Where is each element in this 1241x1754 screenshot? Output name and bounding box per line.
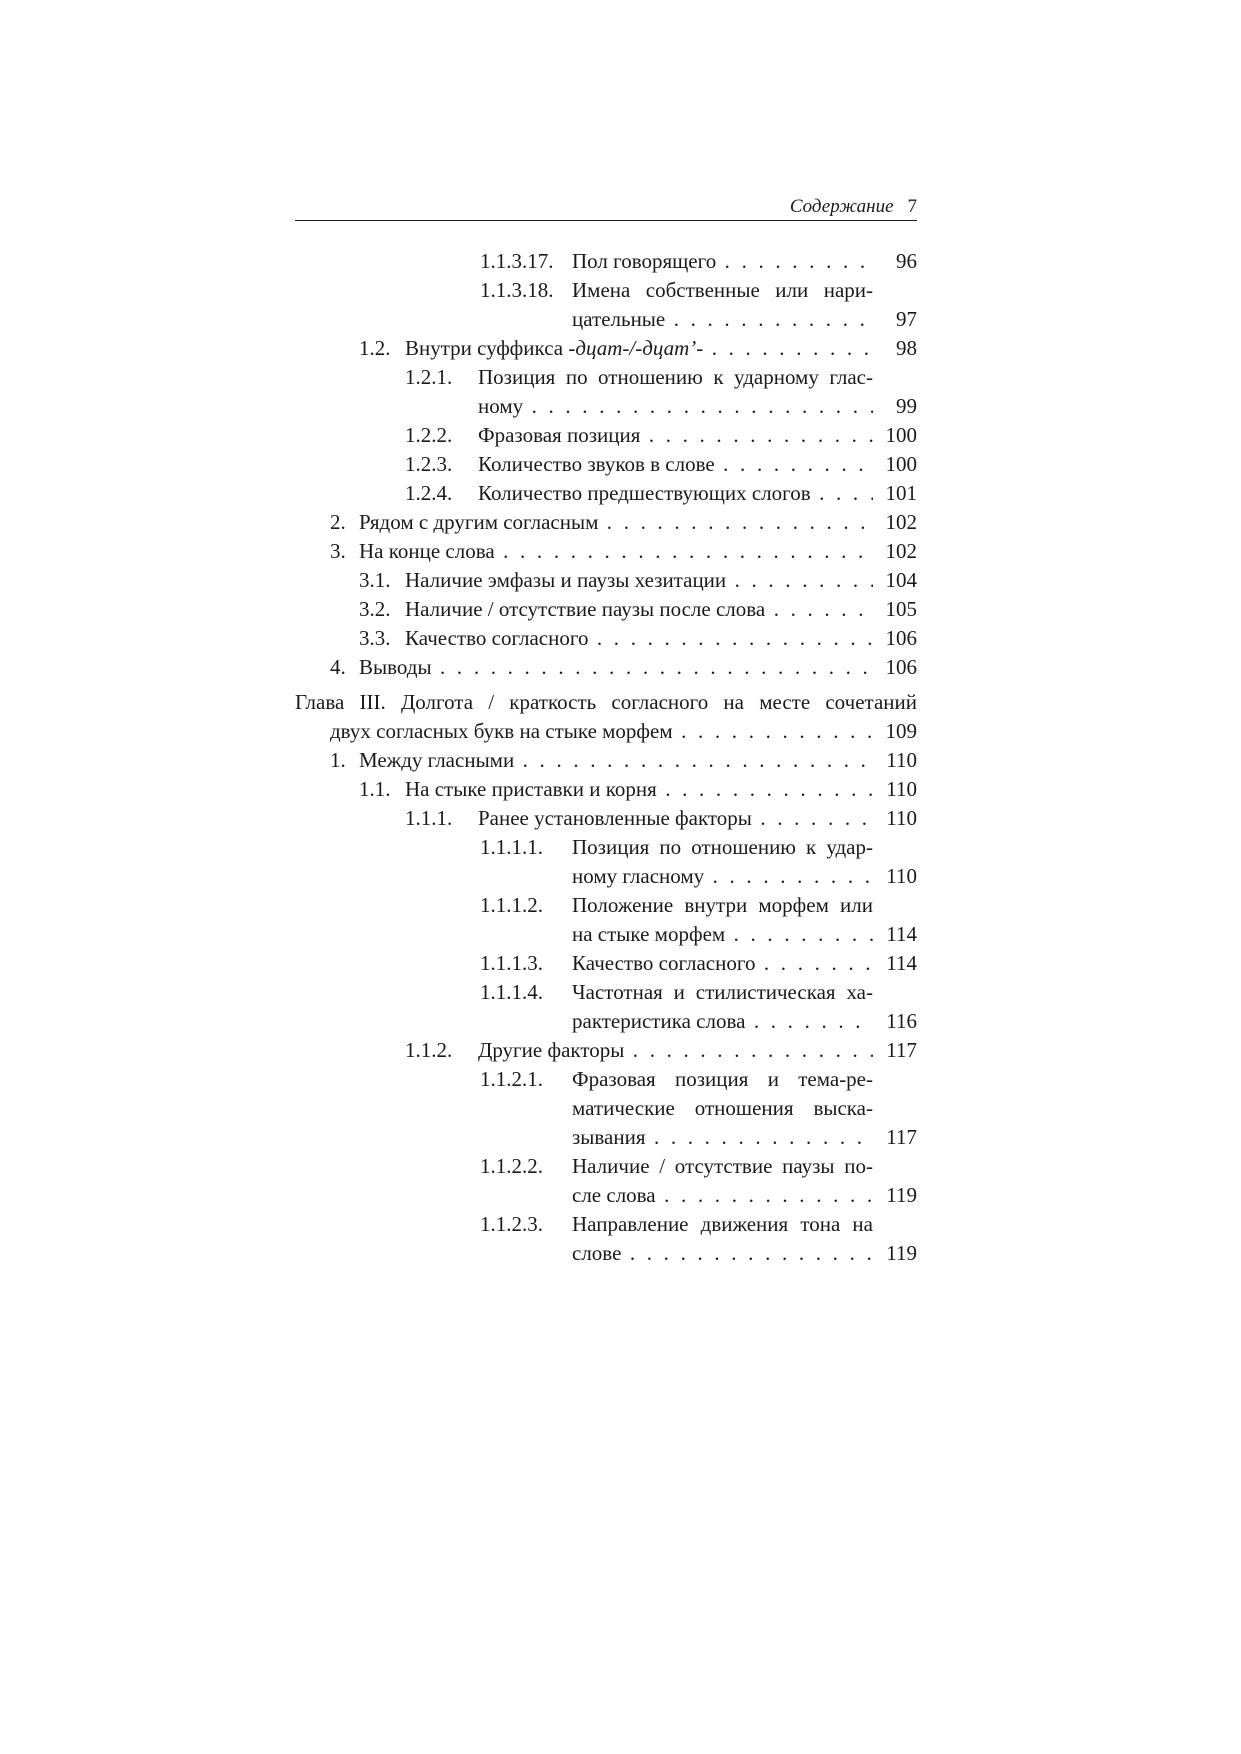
toc-entry-number: 1.1.2.1. xyxy=(480,1067,543,1091)
toc-entry-title: Частотная и стилистическая ха- xyxy=(572,980,873,1004)
toc-entry-number: 3. xyxy=(330,539,346,563)
running-head-title: Содержание xyxy=(789,196,894,217)
toc-entry-title: Рядом с другим согласным . . . xyxy=(359,508,873,537)
toc-entry[interactable] xyxy=(295,949,917,978)
toc-entry-number: 1.2. xyxy=(359,336,391,360)
toc-entry-number: 4. xyxy=(330,655,346,679)
toc-entry[interactable] xyxy=(295,1210,917,1268)
running-head-page-number: 7 xyxy=(907,196,917,217)
toc-entry[interactable] xyxy=(295,450,917,479)
toc-entry-number: 1.2.1. xyxy=(405,365,453,389)
toc-entry-page: 105 xyxy=(875,595,917,624)
toc-entry[interactable] xyxy=(295,479,917,508)
toc-entry[interactable] xyxy=(295,276,917,334)
toc-entry-title: Внутри суффикса -дцат-/-дцат’- . . . xyxy=(405,334,873,363)
toc-entry-number: 1.1.1.1. xyxy=(480,835,543,859)
toc-entry-title: На стыке приставки и корня . . . xyxy=(405,775,873,804)
toc-entry-title: Количество звуков в слове . . . xyxy=(478,450,873,479)
toc-entry-title: Качество согласного . . . xyxy=(572,949,873,978)
toc-entry-title: Фразовая позиция . . . xyxy=(478,421,873,450)
toc-entry[interactable] xyxy=(295,1152,917,1210)
toc-entry-title: Имена собственные или нари- xyxy=(572,278,873,302)
toc-entry[interactable] xyxy=(295,537,917,566)
toc-entry-page: 106 xyxy=(875,624,917,653)
toc-entry[interactable] xyxy=(295,775,917,804)
toc-entry[interactable] xyxy=(295,363,917,421)
toc-entry-title: Наличие эмфазы и паузы хезитации . . . xyxy=(405,566,873,595)
toc-entry-title-cont: слове . . . xyxy=(572,1239,873,1268)
toc-entry-number: 1.1.1.4. xyxy=(480,980,543,1004)
toc-chapter-title-cont: двух согласных букв на стыке морфем . . . xyxy=(295,717,873,746)
toc-entry-title-cont: матические отношения выска- xyxy=(572,1096,873,1120)
toc-entry[interactable] xyxy=(295,833,917,891)
toc-entry-number: 1.1.1.2. xyxy=(480,893,543,917)
toc-entry-number: 1.2.3. xyxy=(405,452,453,476)
toc-entry-page: 97 xyxy=(875,305,917,334)
toc-entry-page: 117 xyxy=(875,1123,917,1152)
toc-chapter-title: Глава III. Долгота / краткость согласного на месте сочетаний xyxy=(295,690,917,714)
toc-entry-page: 98 xyxy=(875,334,917,363)
toc-entry-title: Позиция по отношению к удар- xyxy=(572,835,873,859)
toc-entry-page: 114 xyxy=(875,949,917,978)
toc-entry-title: Выводы . . . xyxy=(359,653,873,682)
toc-entry-title-cont: ному гласному . . . xyxy=(572,862,873,891)
toc-entry-title: Положение внутри морфем или xyxy=(572,893,873,917)
toc-entry-number: 1.1. xyxy=(359,777,391,801)
toc-entry-title-cont: ному . . . xyxy=(478,392,873,421)
toc-chapter-entry[interactable] xyxy=(295,688,917,746)
toc-entry-page: 101 xyxy=(875,479,917,508)
toc-entry-page: 102 xyxy=(875,537,917,566)
toc-entry[interactable] xyxy=(295,566,917,595)
toc-entry-title: Позиция по отношению к ударному глас- xyxy=(478,365,873,389)
toc-entry-page: 110 xyxy=(875,775,917,804)
toc-entry[interactable] xyxy=(295,746,917,775)
toc-entry-page: 100 xyxy=(875,421,917,450)
toc-entry-page: 116 xyxy=(875,1007,917,1036)
toc-entry-page: 119 xyxy=(875,1239,917,1268)
toc-entry-title: Наличие / отсутствие паузы по- xyxy=(572,1154,873,1178)
toc-entry-page: 114 xyxy=(875,920,917,949)
toc-entry-page: 117 xyxy=(875,1036,917,1065)
suffix-italic: -дцат-/-дцат’- xyxy=(568,336,704,360)
toc-entry-title-cont: сле слова . . . xyxy=(572,1181,873,1210)
toc-entry[interactable] xyxy=(295,421,917,450)
toc-entry-page: 110 xyxy=(875,746,917,775)
toc-entry-page: 119 xyxy=(875,1181,917,1210)
toc-entry[interactable] xyxy=(295,595,917,624)
toc-entry[interactable] xyxy=(295,891,917,949)
toc-entry[interactable] xyxy=(295,334,917,363)
toc-entry-page: 110 xyxy=(875,804,917,833)
toc-entry-number: 1.2.2. xyxy=(405,423,453,447)
toc-entry-number: 3.2. xyxy=(359,597,391,621)
toc-entry-title: Количество предшествующих слогов . . . xyxy=(478,479,873,508)
header-rule xyxy=(295,220,917,221)
toc-entry-title: Направление движения тона на xyxy=(572,1212,873,1236)
toc-entry-title-cont: на стыке морфем . . . xyxy=(572,920,873,949)
toc-entry-page: 104 xyxy=(875,566,917,595)
toc-entry-page: 102 xyxy=(875,508,917,537)
toc-entry-title: Ранее установленные факторы . . . xyxy=(478,804,873,833)
table-of-contents xyxy=(295,247,917,1268)
toc-entry[interactable] xyxy=(295,508,917,537)
toc-entry-number: 3.1. xyxy=(359,568,391,592)
toc-entry-page: 96 xyxy=(875,247,917,276)
toc-entry-title: На конце слова . . . xyxy=(359,537,873,566)
toc-entry-title-cont: цательные . . . xyxy=(572,305,873,334)
toc-entry[interactable] xyxy=(295,978,917,1036)
toc-entry-title: Другие факторы . . . xyxy=(478,1036,873,1065)
toc-entry-number: 1.1.3.17. xyxy=(480,249,554,273)
toc-entry-number: 3.3. xyxy=(359,626,391,650)
toc-entry-number: 1.1.2.3. xyxy=(480,1212,543,1236)
toc-entry-number: 1.1.2.2. xyxy=(480,1154,543,1178)
toc-entry[interactable] xyxy=(295,1065,917,1152)
toc-entry-number: 1.2.4. xyxy=(405,481,453,505)
toc-entry-number: 2. xyxy=(330,510,346,534)
toc-entry-title: Между гласными . . . xyxy=(359,746,873,775)
toc-entry[interactable] xyxy=(295,653,917,682)
toc-entry-page: 110 xyxy=(875,862,917,891)
toc-entry[interactable] xyxy=(295,247,917,276)
toc-entry[interactable] xyxy=(295,1036,917,1065)
toc-entry-page: 109 xyxy=(875,717,917,746)
toc-entry-number: 1.1.2. xyxy=(405,1038,453,1062)
toc-entry-page: 99 xyxy=(875,392,917,421)
toc-entry-title-cont: рактеристика слова . . . xyxy=(572,1007,873,1036)
toc-entry[interactable] xyxy=(295,804,917,833)
toc-entry-page: 106 xyxy=(875,653,917,682)
toc-entry-title-cont: зывания . . . xyxy=(572,1123,873,1152)
toc-entry-title: Наличие / отсутствие паузы после слова . . . xyxy=(405,595,873,624)
running-head xyxy=(295,194,917,220)
toc-entry-title: Качество согласного . . . xyxy=(405,624,873,653)
toc-entry-title: Пол говорящего . . . xyxy=(572,247,873,276)
toc-entry[interactable] xyxy=(295,624,917,653)
toc-entry-page: 100 xyxy=(875,450,917,479)
toc-entry-title: Фразовая позиция и тема-ре- xyxy=(572,1067,873,1091)
toc-entry-number: 1.1.1.3. xyxy=(480,951,543,975)
toc-entry-number: 1.1.1. xyxy=(405,806,453,830)
toc-entry-number: 1.1.3.18. xyxy=(480,278,554,302)
toc-entry-number: 1. xyxy=(330,748,346,772)
